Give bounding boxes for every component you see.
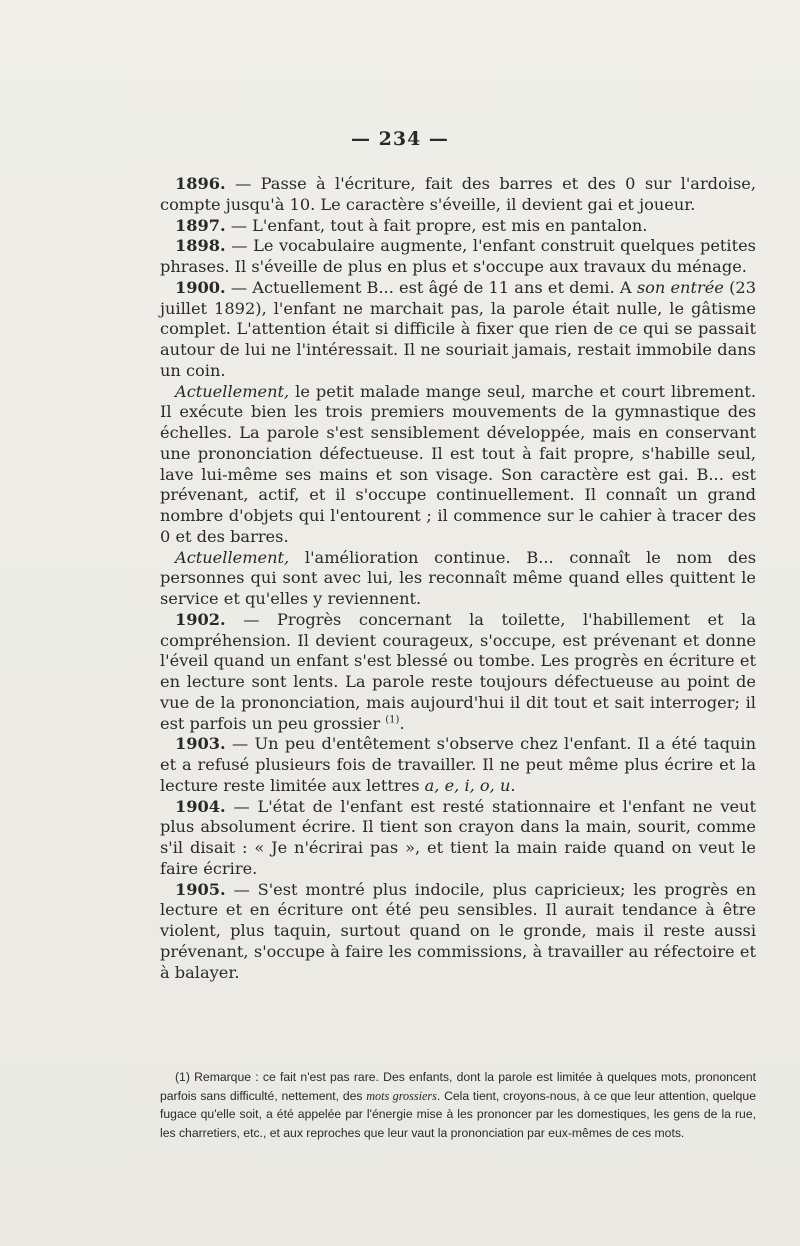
entry-text: — Un peu d'entêtement s'observe chez l'enfant. Il a été taquin et a refusé plusieurs fois de travailler. Il ne peut même plus écrire et la lecture reste limitée aux lettres: [160, 734, 756, 795]
entry-text: — S'est montré plus indocile, plus capricieux; les progrès en lecture et en écriture ont été peu sensibles. Il aurait tendance à être violent, plus taquin, surtout quand on le gronde, mais il reste aussi prévenant, s'occupe à faire les commissions, à travailler au réfectoire et à balayer.: [160, 879, 756, 982]
entry-year: 1898.: [175, 236, 226, 256]
entry-year: 1900.: [175, 277, 226, 297]
entry-emphasis: Actuellement,: [175, 547, 290, 567]
entry-1902: [160, 610, 756, 735]
entry-emphasis: son entrée: [636, 277, 724, 297]
entry-text: — Actuellement B... est âgé de 11 ans et demi. A: [225, 277, 637, 297]
entry-text: le petit malade mange seul, marche et court librement. Il exécute bien les trois premiers mouvements de la gymnastique des échelles. La parole s'est sensiblement développée, mais en conservant une prononciation défectueuse. Il est tout à fait propre, s'habille seul, lave lui-même ses mains et son visage. Son caractère est gai. B... est prévenant, actif, et il s'occupe continuellement. Il connaît un grand nombre d'objets qui l'entourent ; il commence sur le cahier à tracer des 0 et des barres.: [160, 381, 756, 546]
entry-year: 1903.: [175, 734, 226, 754]
entry-text: (23 juillet 1892), l'enfant ne marchait pas, la parole était nulle, le gâtisme complet. L'attention était si difficile à fixer que rien de ce qui se passait autour de lui ne l'intéressait. Il ne souriait jamais, restait immobile dans un coin.: [160, 277, 756, 380]
entry-1903: [160, 734, 756, 796]
entry-year: 1902.: [175, 609, 226, 629]
entry-text: — Le vocabulaire augmente, l'enfant construit quelques petites phrases. Il s'éveille de plus en plus et s'occupe aux travaux du ménage.: [160, 236, 756, 276]
entry-emphasis: a, e, i, o, u: [424, 775, 511, 795]
footnote-text: (1) Remarque : ce fait n'est pas rare. Des enfants, dont la parole est limitée à quelques mots, prononcent parfois sans difficulté, nettement, des: [160, 1070, 756, 1103]
main-text: [160, 174, 756, 983]
paragraph-actuellement-1: [160, 382, 756, 548]
entry-1905: [160, 880, 756, 984]
paragraph-actuellement-2: [160, 548, 756, 610]
entry-year: 1905.: [175, 879, 226, 899]
entry-1897: [160, 216, 756, 237]
entry-1900: [160, 278, 756, 382]
entry-year: 1896.: [175, 174, 226, 193]
entry-text: — L'état de l'enfant est resté stationnaire et l'enfant ne veut plus absolument écrire. Il tient son crayon dans la main, sourit, comme s'il disait : « Je n'écrirai pas », et tient la main raide quand on veut le faire écrire.: [160, 796, 756, 878]
entry-text: — Progrès concernant la toilette, l'habillement et la compréhension. Il devient courageux, s'occupe, est prévenant et donne l'éveil quand un enfant s'est blessé ou tombe. Les progrès en écriture et en lecture sont lents. La parole reste toujours défectueuse au point de vue de la prononciation, mais aujourd'hui il dit tout et sait interroger; il est parfois un peu grossier: [160, 609, 756, 733]
entry-text: .: [399, 713, 405, 733]
entry-1904: [160, 797, 756, 880]
entry-1898: [160, 236, 756, 278]
entry-text: .: [510, 775, 516, 795]
entry-emphasis: Actuellement,: [175, 381, 290, 401]
footnote-section: [160, 1068, 756, 1142]
entry-text: — Passe à l'écriture, fait des barres et des 0 sur l'ardoise, compte jusqu'à 10. Le caractère s'éveille, il devient gai et joueur.: [160, 174, 756, 214]
entry-text: l'amélioration continue. B... connaît le nom des personnes qui sont avec lui, les reconnaît même quand elles quittent le service et qu'elles y reviennent.: [160, 547, 756, 608]
entry-1896: [160, 174, 756, 216]
entry-text: — L'enfant, tout à fait propre, est mis en pantalon.: [225, 215, 648, 235]
page-number: — 234 —: [351, 128, 449, 150]
entry-year: 1897.: [175, 215, 226, 235]
footnote-emphasis: mots grossiers: [366, 1088, 437, 1103]
entry-year: 1904.: [175, 796, 226, 816]
footnote-1: [160, 1068, 756, 1142]
footnote-reference[interactable]: (1): [385, 714, 400, 726]
footnote-text: . Cela tient, croyons-nous, à ce que leur attention, quelque fugace qu'elle soit, a été appelée par l'énergie mise à les prononcer par les domestiques, les gens de la rue, les charretiers, etc., et aux reproches que leur vaut la prononciation par eux-mêmes de ces mots.: [160, 1088, 756, 1140]
